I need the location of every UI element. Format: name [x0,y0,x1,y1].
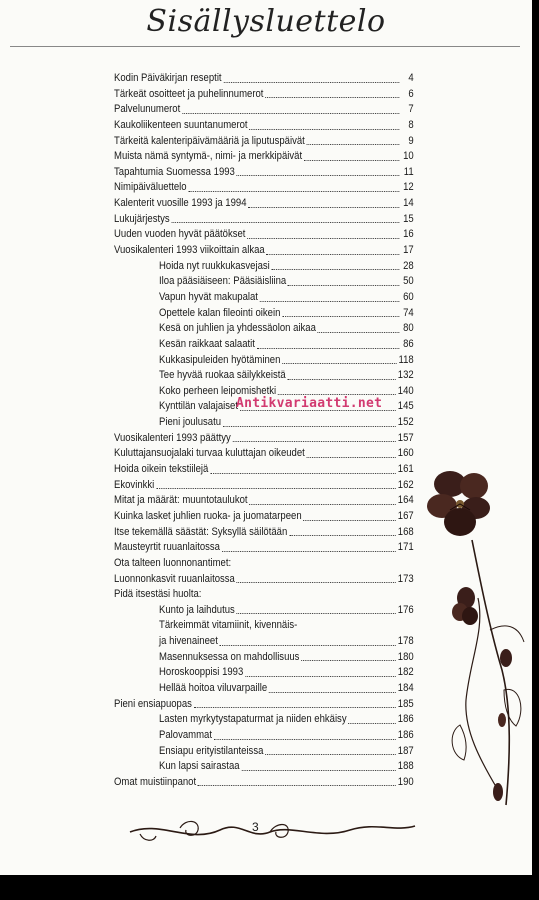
toc-leader-dots [269,691,396,693]
toc-leader-dots [220,644,396,646]
toc-entry-label: Muista nämä syntymä-, nimi- ja merkkipäivät [114,150,303,163]
toc-leader-dots [223,425,396,427]
toc-entry-label: Tärkeimmät vitamiinit, kivennäis- [159,619,298,632]
ornamental-flourish-icon [120,810,420,850]
toc-leader-dots [249,503,396,505]
toc-entry-label: Kynttilän valajaiset [159,400,238,413]
toc-entry-page: 7 [408,103,414,116]
toc-entry [114,196,414,212]
toc-entry [114,462,414,478]
toc-leader-dots [188,190,399,192]
page-title: Sisällysluettelo [146,4,386,39]
toc-entry [114,321,414,337]
toc-entry [114,634,414,650]
toc-leader-dots [282,315,399,317]
toc-entry [114,431,414,447]
toc-entry-label: Palovammat [159,728,213,741]
toc-entry [114,493,414,509]
toc-entry [114,165,414,181]
toc-entry-label: Lasten myrkytystapaturmat ja niiden ehkäisy [159,713,347,726]
toc-entry-label: Hoida oikein tekstiilejä [114,463,209,476]
toc-leader-dots [288,284,399,286]
toc-leader-dots [265,96,399,98]
toc-entry-label: Tärkeät osoitteet ja puhelinnumerot [114,87,264,100]
toc-entry [114,149,414,165]
toc-entry [114,446,414,462]
toc-entry-label: Opettele kalan fileointi oikein [159,306,281,319]
toc-entry-page: 17 [403,244,414,257]
toc-entry-label: Horoskooppisi 1993 [159,666,244,679]
toc-leader-dots [318,331,400,333]
toc-leader-dots [237,581,396,583]
toc-entry-label: Nimipäiväluettelo [114,181,187,194]
toc-entry [114,681,414,697]
toc-entry-label: Kaukoliikenteen suuntanumerot [114,118,248,131]
toc-entry-page: 60 [403,290,414,303]
toc-entry-label: Mitat ja määrät: muuntotaulukot [114,494,248,507]
toc-entry-label: Lukujärjestys [114,212,170,225]
toc-entry-page: 50 [403,275,414,288]
toc-entry [114,603,414,619]
page-number: 3 [252,820,259,834]
toc-entry-label: Kukkasipuleiden hyötäminen [159,353,281,366]
toc-entry-page: 173 [397,572,414,585]
toc-entry [114,540,414,556]
toc-entry-label: Kalenterit vuosille 1993 ja 1994 [114,197,247,210]
toc-entry-label: Vuosikalenteri 1993 päättyy [114,431,231,444]
toc-entry-label: Iloa pääsiäiseen: Pääsiäisliina [159,275,287,288]
toc-entry-label: Kunto ja laihdutus [159,603,235,616]
toc-entry-label: Ensiapu erityistilanteissa [159,744,264,757]
toc-entry-label: Luonnonkasvit ruuanlaitossa [114,572,235,585]
toc-leader-dots [307,143,400,145]
toc-leader-dots [248,206,399,208]
toc-entry [114,587,414,603]
toc-entry-page: 15 [403,212,414,225]
toc-leader-dots [245,675,396,677]
toc-entry-label: ja hivenaineet [159,635,218,648]
toc-entry-label: Mausteyrtit ruuanlaitossa [114,541,220,554]
toc-entry-page: 182 [397,666,414,679]
toc-entry [114,712,414,728]
toc-leader-dots [265,753,396,755]
toc-leader-dots [303,519,396,521]
toc-entry-page: 164 [397,494,414,507]
toc-entry-page: 9 [408,134,414,147]
toc-entry-label: Koko perheen leipomishetki [159,384,277,397]
toc-entry [114,478,414,494]
toc-leader-dots [289,534,396,536]
toc-leader-dots [260,300,400,302]
toc-leader-dots [301,659,396,661]
toc-entry-page: 162 [397,478,414,491]
toc-entry [114,697,414,713]
toc-leader-dots [171,221,399,223]
toc-entry-page: 178 [397,635,414,648]
toc-entry-label: Kodin Päiväkirjan reseptit [114,72,222,84]
toc-entry [114,180,414,196]
toc-entry [114,759,414,775]
toc-entry-label: Tärkeitä kalenteripäivämääriä ja liputuspäivät [114,134,305,147]
toc-entry [114,337,414,353]
toc-leader-dots [233,440,396,442]
toc-entry-page: 185 [397,697,414,710]
toc-entry [114,212,414,228]
toc-entry-label: Ekovinkki [114,478,155,491]
toc-entry-page: 188 [397,760,414,773]
toc-leader-dots [272,268,400,270]
toc-entry-page: 118 [398,353,414,366]
toc-entry [114,290,414,306]
toc-leader-dots [307,456,396,458]
toc-leader-dots [257,347,400,349]
toc-entry-label: Ota talteen luonnonantimet: [114,556,232,569]
toc-entry-label: Vuosikalenteri 1993 viikoittain alkaa [114,244,265,257]
toc-entry-label: Tee hyvää ruokaa säilykkeistä [159,369,286,382]
toc-entry-label: Kesä on juhlien ja yhdessäolon aikaa [159,322,316,335]
toc-entry-label: Kuinka lasket juhlien ruoka- ja juomatarpeen [114,509,302,522]
toc-entry [114,134,414,150]
toc-entry-label: Kesän raikkaat salaatit [159,337,255,350]
toc-entry [114,353,414,369]
toc-leader-dots [223,81,399,83]
watermark-text: Antikvariaatti.net [236,396,383,411]
toc-entry [114,306,414,322]
toc-leader-dots [247,237,399,239]
toc-entry-page: 28 [403,259,414,272]
toc-leader-dots [304,159,399,161]
toc-entry-page: 80 [403,322,414,335]
toc-entry [114,572,414,588]
toc-entry-label: Masennuksessa on mahdollisuus [159,650,300,663]
toc-entry [114,415,414,431]
toc-entry [114,259,414,275]
toc-entry-page: 8 [408,118,414,131]
toc-entry-page: 186 [397,713,414,726]
toc-entry-page: 161 [397,463,414,476]
toc-leader-dots [282,362,397,364]
toc-leader-dots [348,722,396,724]
toc-entry [114,274,414,290]
toc-entry-page: 16 [403,228,414,241]
toc-entry [114,118,414,134]
toc-entry-label: Omat muistiinpanot [114,775,197,788]
toc-entry-label: Pidä itsestäsi huolta: [114,588,202,601]
toc-entry-page: 186 [397,728,414,741]
toc-entry-page: 190 [397,775,414,788]
toc-entry-page: 140 [397,384,414,397]
toc-entry-page: 12 [403,181,414,194]
toc-entry-label: Hoida nyt ruukkukasvejasi [159,259,270,272]
toc-entry-page: 160 [397,447,414,460]
toc-leader-dots [194,706,396,708]
toc-entry-label: Uuden vuoden hyvät päätökset [114,228,246,241]
toc-entry [114,665,414,681]
pansy-flower-illustration-icon [420,470,532,810]
toc-entry-page: 4 [408,72,414,84]
toc-entry [114,775,414,791]
toc-entry-page: 14 [403,197,414,210]
toc-entry-page: 132 [397,369,414,382]
toc-leader-dots [237,174,400,176]
toc-entry [114,728,414,744]
toc-entry [114,102,414,118]
toc-entry-page: 180 [397,650,414,663]
toc-entry-page: 168 [397,525,414,538]
toc-entry [114,227,414,243]
toc-entry-label: Pieni joulusatu [159,416,222,429]
table-of-contents [114,71,414,790]
toc-leader-dots [267,253,400,255]
toc-entry-page: 10 [403,150,414,163]
toc-leader-dots [198,784,396,786]
toc-entry-page: 6 [408,87,414,100]
toc-entry-page: 152 [397,416,414,429]
toc-entry-page: 74 [403,306,414,319]
toc-entry-page: 184 [397,681,414,694]
toc-leader-dots [287,378,396,380]
toc-entry [114,71,414,87]
toc-entry [114,650,414,666]
toc-leader-dots [241,769,396,771]
toc-entry-page: 86 [403,337,414,350]
toc-entry-page: 171 [397,541,414,554]
toc-entry-page: 167 [397,509,414,522]
toc-leader-dots [237,612,396,614]
toc-entry [114,243,414,259]
toc-entry [114,618,414,634]
toc-entry-page: 11 [403,165,414,178]
toc-entry-page: 176 [397,603,414,616]
toc-entry-label: Hellää hoitoa viluvarpaille [159,681,268,694]
toc-entry-label: Itse tekemällä säästät: Syksyllä säilötään [114,525,288,538]
toc-entry [114,368,414,384]
toc-entry-page: 187 [397,744,414,757]
toc-entry [114,525,414,541]
title-divider [10,46,520,47]
toc-entry-label: Kun lapsi sairastaa [159,760,240,773]
toc-entry-label: Tapahtumia Suomessa 1993 [114,165,235,178]
toc-entry-page: 145 [397,400,414,413]
toc-leader-dots [156,487,396,489]
toc-leader-dots [182,112,399,114]
toc-entry-label: Vapun hyvät makupalat [159,290,258,303]
scan-border [532,0,539,900]
toc-entry [114,556,414,572]
toc-entry-label: Pieni ensiapuopas [114,697,192,710]
toc-entry [114,509,414,525]
toc-leader-dots [214,738,396,740]
toc-leader-dots [210,472,396,474]
toc-leader-dots [222,550,396,552]
toc-entry [114,744,414,760]
toc-entry [114,87,414,103]
toc-entry-label: Palvelunumerot [114,103,181,116]
toc-entry-page: 157 [397,431,414,444]
toc-leader-dots [249,128,399,130]
toc-entry-label: Kuluttajansuojalaki turvaa kuluttajan oikeudet [114,447,305,460]
